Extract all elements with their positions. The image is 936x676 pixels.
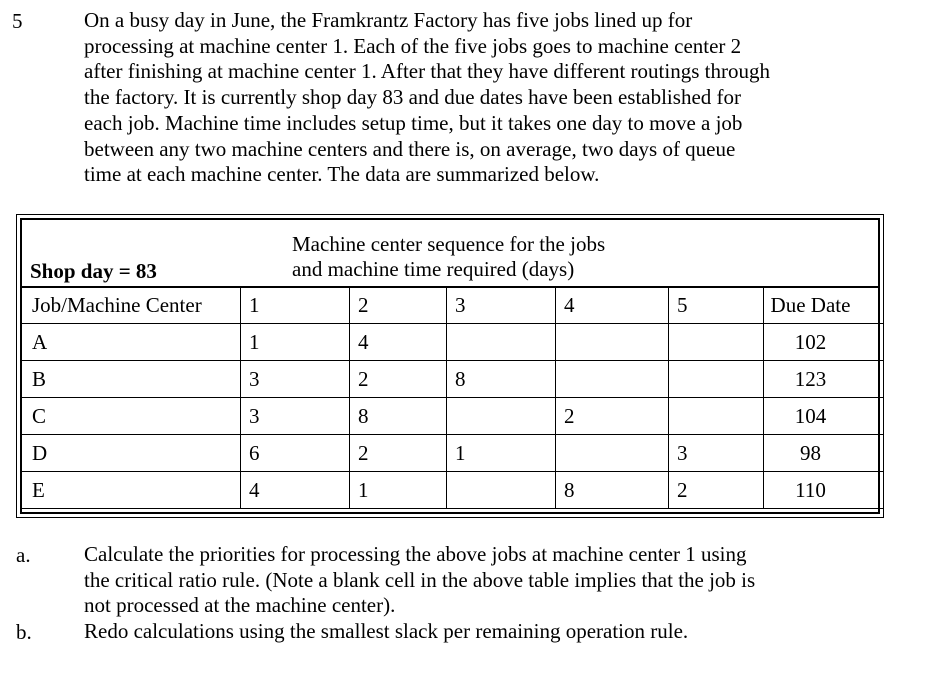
shop-day-label: Shop day = 83 (30, 259, 157, 283)
column-header-due-date: Due Date (764, 287, 884, 324)
job-cell: E (22, 472, 241, 509)
mc2-cell: 2 (350, 361, 447, 398)
statement-line: the factory. It is currently shop day 83 and due dates have been established for (84, 85, 741, 110)
part-a-line: the critical ratio rule. (Note a blank cell in the above table implies that the job is (84, 567, 756, 592)
table-row (22, 398, 884, 435)
mc1-cell: 4 (241, 472, 350, 509)
part-b-line: Redo calculations using the smallest slack per remaining operation rule. (84, 619, 689, 643)
statement-line: On a busy day in June, the Framkrantz Factory has five jobs lined up for (84, 8, 693, 32)
mc3-cell: 8 (447, 361, 556, 398)
table-row (22, 472, 884, 509)
mc1-cell: 3 (241, 361, 350, 398)
job-cell: A (22, 324, 241, 361)
data-table-inner (20, 218, 880, 514)
job-cell: C (22, 398, 241, 435)
mc2-cell: 8 (350, 398, 447, 435)
statement-line: each job. Machine time includes setup time, but it takes one day to move a job (84, 110, 743, 135)
mc3-cell (447, 324, 556, 361)
statement-line: after finishing at machine center 1. After that they have different routings through (84, 59, 770, 84)
mc3-cell (447, 398, 556, 435)
column-header-job: Job/Machine Center (22, 287, 241, 324)
mc4-cell (556, 324, 669, 361)
job-grid (21, 287, 884, 509)
mc2-cell: 2 (350, 435, 447, 472)
mc3-cell (447, 472, 556, 509)
mc1-cell: 6 (241, 435, 350, 472)
column-header-mc1: 1 (241, 287, 350, 324)
mc1-cell: 1 (241, 324, 350, 361)
part-a-line: Calculate the priorities for processing the above jobs at machine center 1 using (84, 542, 747, 566)
due-date-cell: 104 (764, 398, 884, 435)
column-header-mc2: 2 (350, 287, 447, 324)
mc1-cell: 3 (241, 398, 350, 435)
question-number: 5 (12, 9, 23, 33)
mc4-cell (556, 435, 669, 472)
mc4-cell: 8 (556, 472, 669, 509)
table-row (22, 435, 884, 472)
sequence-caption (292, 232, 605, 282)
sequence-caption-line: and machine time required (days) (292, 257, 575, 281)
mc5-cell: 2 (669, 472, 764, 509)
mc2-cell: 4 (350, 324, 447, 361)
sequence-caption-line: Machine center sequence for the jobs (292, 232, 606, 256)
mc3-cell: 1 (447, 435, 556, 472)
table-row (22, 324, 884, 361)
part-b-text (84, 619, 864, 645)
mc5-cell (669, 398, 764, 435)
statement-line: between any two machine centers and there is, on average, two days of queue (84, 136, 736, 161)
data-table (16, 214, 884, 518)
mc5-cell (669, 361, 764, 398)
mc5-cell (669, 324, 764, 361)
mc4-cell (556, 361, 669, 398)
table-header-block (22, 220, 878, 288)
statement-line: time at each machine center. The data are summarized below. (84, 162, 600, 187)
table-row (22, 361, 884, 398)
job-cell: D (22, 435, 241, 472)
part-a-text (84, 542, 864, 619)
problem-statement (84, 8, 844, 188)
column-header-mc5: 5 (669, 287, 764, 324)
part-b-label: b. (16, 620, 32, 644)
mc5-cell: 3 (669, 435, 764, 472)
column-header-row (22, 287, 884, 324)
due-date-cell: 102 (764, 324, 884, 361)
mc4-cell: 2 (556, 398, 669, 435)
mc2-cell: 1 (350, 472, 447, 509)
column-header-mc3: 3 (447, 287, 556, 324)
job-cell: B (22, 361, 241, 398)
column-header-mc4: 4 (556, 287, 669, 324)
due-date-cell: 98 (764, 435, 884, 472)
statement-line: processing at machine center 1. Each of the five jobs goes to machine center 2 (84, 33, 742, 58)
due-date-cell: 110 (764, 472, 884, 509)
part-a-label: a. (16, 543, 31, 567)
part-a-line: not processed at the machine center). (84, 593, 396, 618)
due-date-cell: 123 (764, 361, 884, 398)
